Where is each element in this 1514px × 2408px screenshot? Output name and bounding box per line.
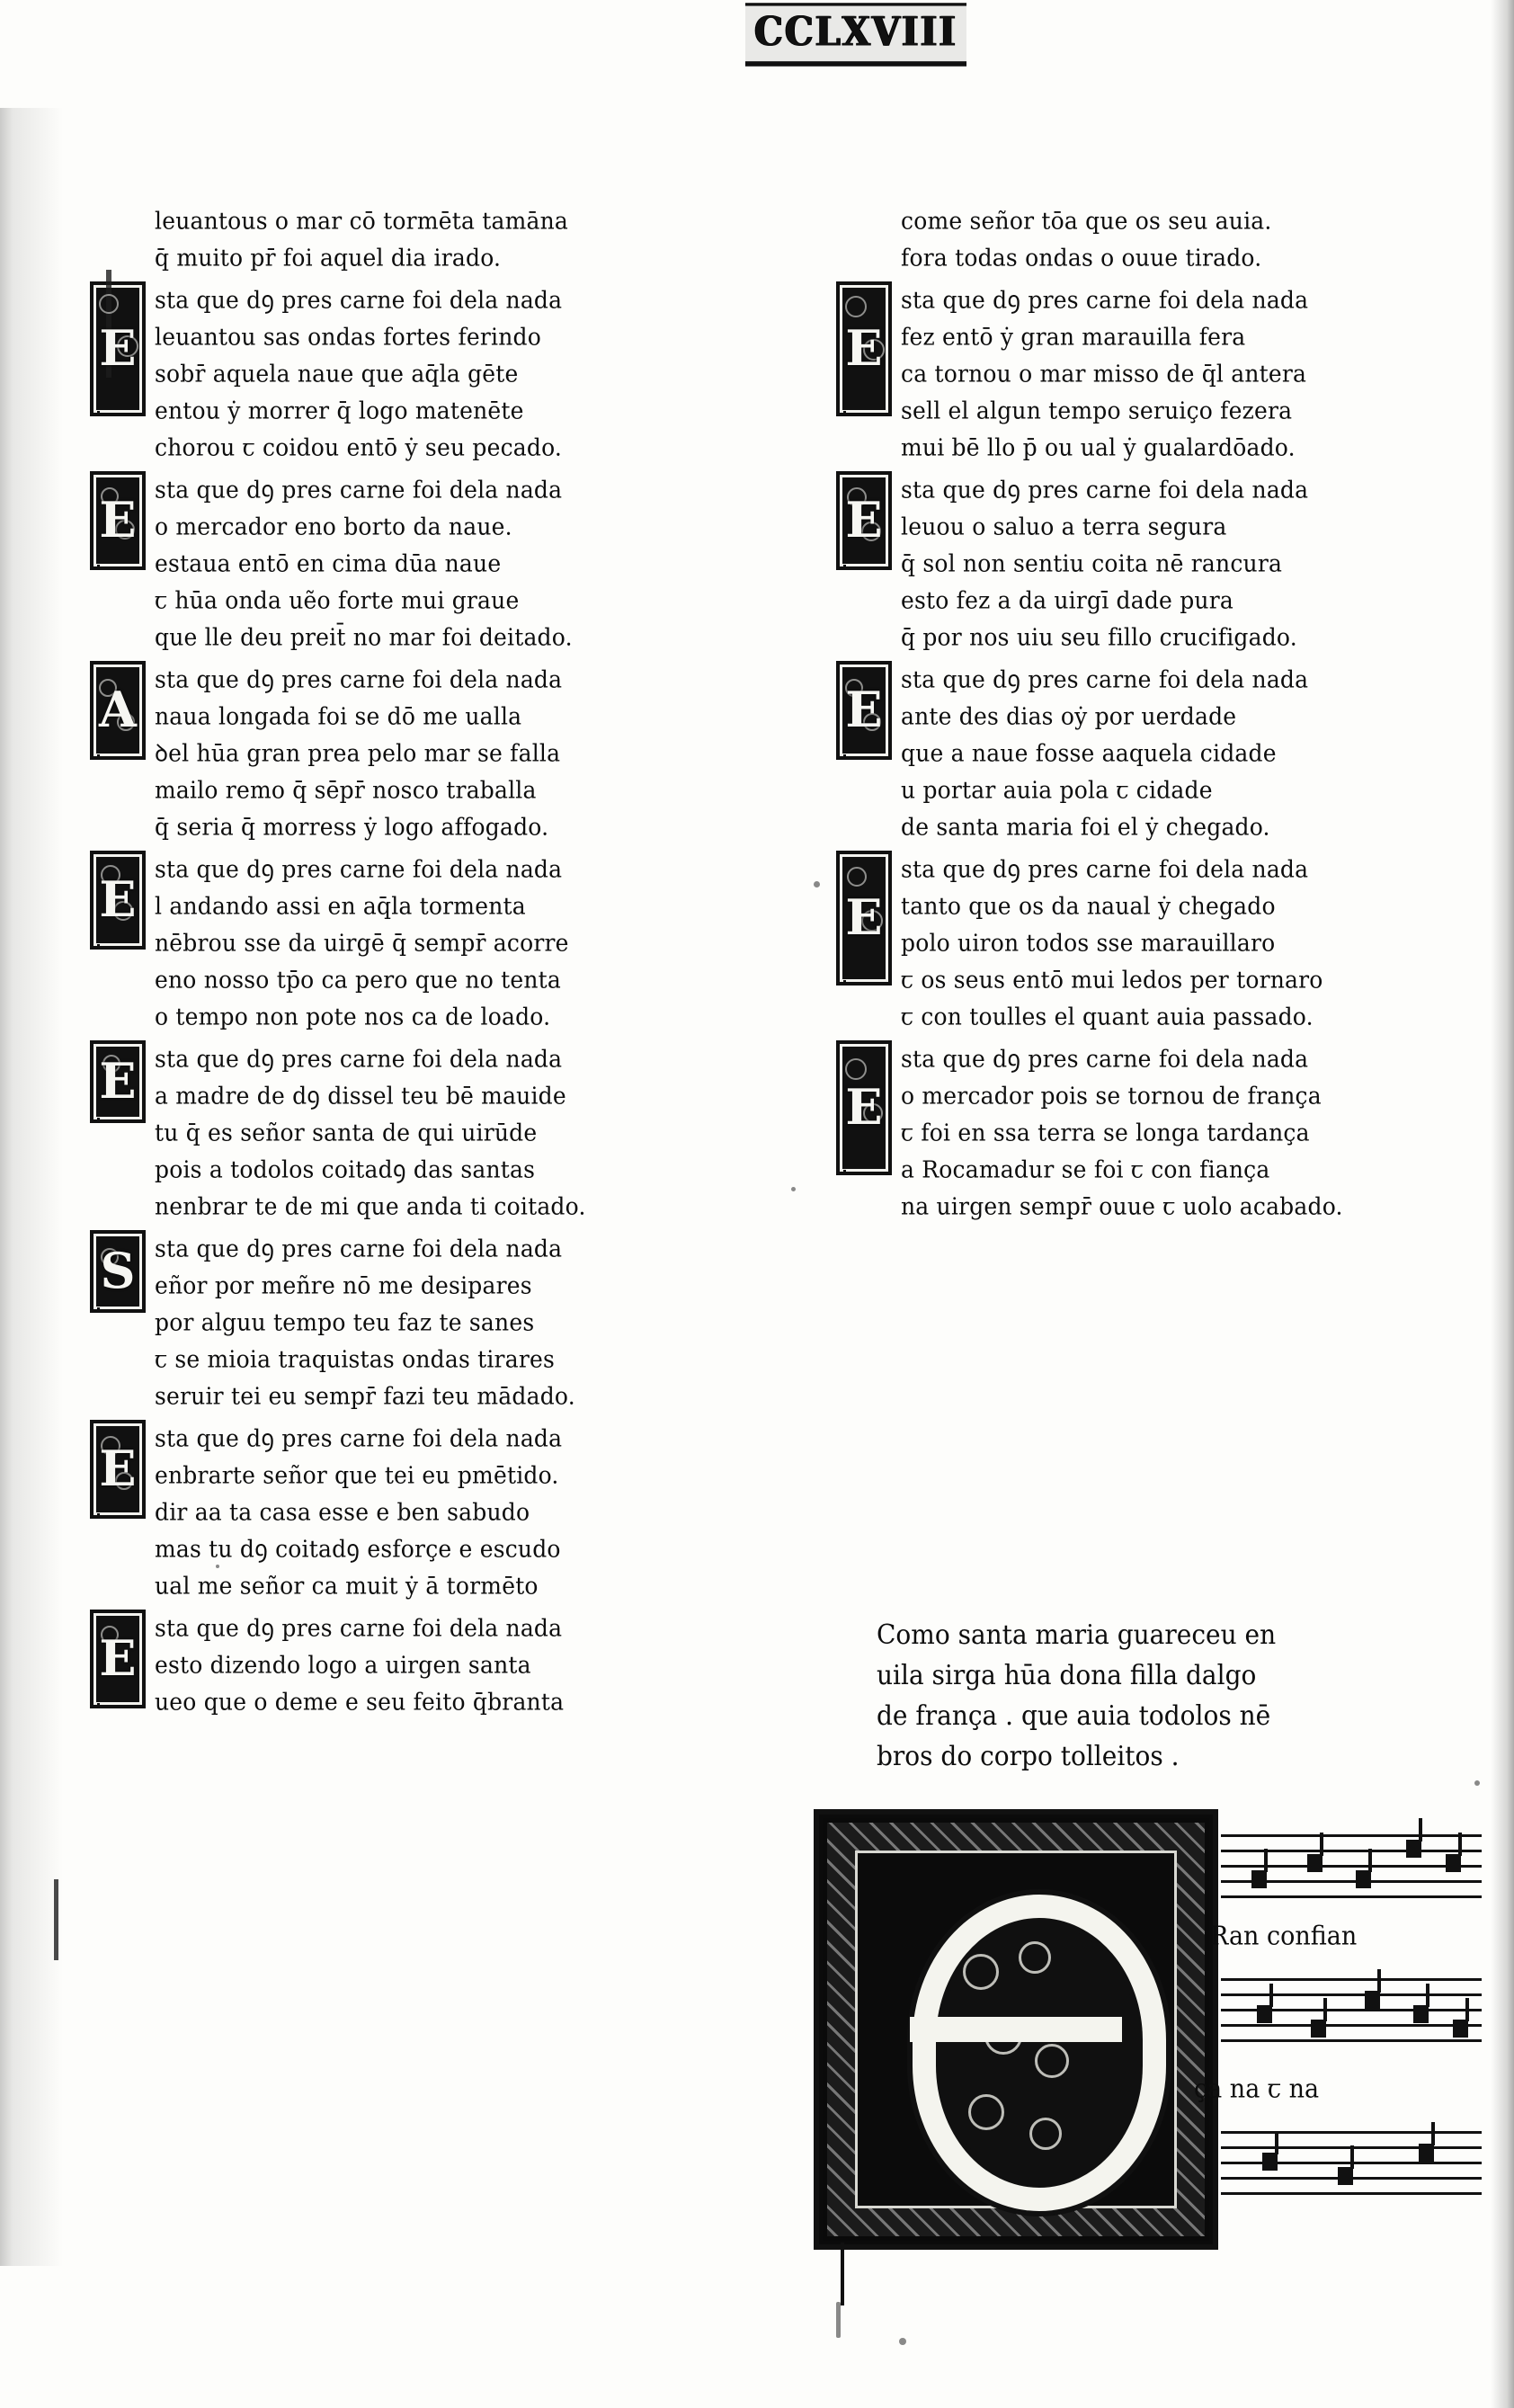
verse-line: mui bē llo p̄ ou ual ẏ gualardōado. — [901, 433, 1296, 461]
verse-line: sobr̄ aquela naue que aq̄la gēte — [155, 360, 519, 388]
verse-line: polo uiron todos sse marauillaro — [901, 929, 1276, 957]
note — [1453, 2020, 1468, 2038]
verse-line: sta que dꝯ pres carne foi dela nada — [155, 855, 563, 883]
drop-initial-letter: E — [99, 1440, 137, 1497]
verse-line: tanto que os da naual ẏ chegado — [901, 892, 1276, 920]
illuminated-letter-e — [913, 1895, 1166, 2211]
verse-line: sta que dꝯ pres carne foi dela nada — [901, 1045, 1309, 1073]
verse-line: pois a todolos coitadꝯ das santas — [155, 1155, 536, 1183]
verse-line: ꞇ foi en ssa terra se longa tardança — [901, 1119, 1310, 1146]
stanza — [836, 661, 1429, 845]
drop-initial-letter: E — [845, 319, 883, 377]
scan-edge-shadow-right — [1491, 0, 1514, 2408]
verse-line: come señor tōa que os seu auia. — [901, 207, 1272, 235]
stanza — [836, 471, 1429, 656]
verse-line: esto fez a da uirgī dade pura — [901, 586, 1233, 614]
illuminated-letter-crossbar — [910, 2017, 1122, 2042]
note — [1251, 1870, 1267, 1888]
verse-line: q̄ muito pr̄ foi aquel dia irado. — [155, 244, 502, 272]
stanza — [90, 471, 683, 656]
drop-initial-letter: E — [845, 888, 883, 946]
verse-line: a madre de dꝯ dissel teu bē mauide — [155, 1082, 566, 1110]
note — [1365, 1991, 1380, 2009]
stanza — [90, 1610, 683, 1720]
folio-number — [667, 7, 1045, 61]
verse-line: mailo remo q̄ sēpr̄ nosco traballa — [155, 776, 537, 804]
drop-initial-letter: E — [99, 1052, 137, 1110]
verse-line: leuantous o mar cō tormēta tamāna — [155, 207, 568, 235]
verse-line: sta que dꝯ pres carne foi dela nada — [901, 476, 1309, 504]
verse-line: sta que dꝯ pres carne foi dela nada — [155, 665, 563, 693]
note — [1419, 2144, 1434, 2162]
verse-line: sell el algun tempo seruiço fezera — [901, 397, 1293, 424]
verse-line: mas tu dꝯ coitadꝯ esforçe e escudo — [155, 1535, 561, 1563]
drop-initial — [90, 281, 146, 416]
verse-line: chorou ꞇ coidou entō ẏ seu pecado. — [155, 433, 563, 461]
drop-initial — [836, 471, 892, 570]
drop-initial — [90, 1420, 146, 1519]
margin-mark — [54, 1879, 58, 1960]
verse-line: dir aa ta casa esse e ben sabudo — [155, 1498, 530, 1526]
verse-line: q̄ sol non sentiu coita nē rancura — [901, 549, 1283, 577]
note — [1311, 2020, 1326, 2038]
verse-line: que lle deu preit̄ no mar foi deitado. — [155, 623, 573, 651]
drop-initial-letter: E — [99, 1629, 137, 1687]
verse-line: o mercador eno borto da naue. — [155, 513, 512, 540]
drop-initial — [836, 661, 892, 760]
verse-line: esto dizendo logo a uirgen santa — [155, 1651, 531, 1679]
stanza — [90, 202, 683, 276]
verse-line: sta que dꝯ pres carne foi dela nada — [155, 286, 563, 314]
drop-initial-letter: E — [99, 870, 137, 928]
verse-line: nēbrou sse da uirgē q̄ sempr̄ acorre — [155, 929, 569, 957]
verse-line: sta que dꝯ pres carne foi dela nada — [901, 286, 1309, 314]
rubric-line: bros do corpo tolleitos . — [877, 1739, 1180, 1772]
lyric-line: ça na ꞇ na — [1194, 2074, 1320, 2105]
drop-initial — [836, 1040, 892, 1175]
illumination-ground — [855, 1851, 1177, 2208]
stanza — [836, 281, 1429, 466]
stanza — [836, 1040, 1429, 1225]
drop-initial-letter: A — [99, 681, 137, 738]
rubric-line: uila sirga hūa dona filla dalgo — [877, 1658, 1257, 1691]
verse-line: estaua entō en cima dūa naue — [155, 549, 502, 577]
note — [1406, 1840, 1421, 1858]
rubric-heading — [877, 1614, 1429, 1776]
text-column-right — [836, 202, 1429, 1230]
folio-number-text: CCLXVIII — [745, 3, 966, 67]
verse-line: fez entō ẏ gran marauilla fera — [901, 323, 1246, 351]
note — [1262, 2153, 1278, 2171]
verse-line: nenbrar te de mi que anda ti coitado. — [155, 1192, 586, 1220]
illuminated-initial-block — [814, 1809, 1218, 2250]
drop-initial — [836, 851, 892, 985]
verse-line: sta que dꝯ pres carne foi dela nada — [155, 476, 563, 504]
staff — [1221, 1978, 1482, 2045]
verse-line: sta que dꝯ pres carne foi dela nada — [155, 1235, 563, 1262]
verse-line: tu q̄ es señor santa de qui uirūde — [155, 1119, 538, 1146]
stanza — [90, 281, 683, 466]
stanza — [90, 1040, 683, 1225]
verse-line: ꞇ hūa onda uẽo forte mui graue — [155, 586, 520, 614]
lyric-line: Ran confian — [1210, 1921, 1358, 1952]
verse-line: na uirgen sempr̄ ouue ꞇ uolo acabado. — [901, 1192, 1343, 1220]
drop-initial-letter: E — [845, 681, 883, 738]
verse-line: leuantou sas ondas fortes ferindo — [155, 323, 542, 351]
verse-line: sta que dꝯ pres carne foi dela nada — [155, 1424, 563, 1452]
verse-line: u portar auia pola ꞇ cidade — [901, 776, 1213, 804]
verse-line: ꞇ se mioia traquistas ondas tirares — [155, 1345, 555, 1373]
verse-line: ꝺel hūa gran prea pelo mar se falla — [155, 739, 561, 767]
rubric-line: de frança . que auia todolos nē — [877, 1699, 1271, 1732]
verse-line: por alguu tempo teu faz te sanes — [155, 1308, 535, 1336]
note — [1413, 2005, 1429, 2023]
verse-line: entou ẏ morrer q̄ logo matenēte — [155, 397, 524, 424]
drop-initial — [90, 851, 146, 950]
verse-line: sta que dꝯ pres carne foi dela nada — [901, 665, 1309, 693]
verse-line: l andando assi en aq̄la tormenta — [155, 892, 526, 920]
drop-initial — [90, 661, 146, 760]
verse-line: fora todas ondas o ouue tirado. — [901, 244, 1262, 272]
illumination-filigree-tail — [841, 2243, 844, 2305]
drop-initial-letter: E — [99, 491, 137, 548]
drop-initial — [90, 1040, 146, 1123]
drop-initial-letter: E — [845, 1078, 883, 1136]
verse-line: q̄ seria q̄ morress ẏ logo affogado. — [155, 813, 549, 841]
text-column-left — [90, 202, 683, 1726]
verse-line: que a naue fosse aaquela cidade — [901, 739, 1277, 767]
drop-initial — [90, 471, 146, 570]
verse-line: ante des dias oẏ por uerdade — [901, 702, 1237, 730]
stanza — [836, 851, 1429, 1035]
staff — [1221, 2131, 1482, 2198]
verse-line: ueo que o deme e seu feito q̄branta — [155, 1688, 565, 1716]
verse-line: ual me señor ca muit ẏ ā tormēto — [155, 1572, 539, 1600]
drop-initial — [836, 281, 892, 416]
stanza — [836, 202, 1429, 276]
staff — [1221, 1834, 1482, 1901]
verse-line: q̄ por nos uiu seu fillo crucifigado. — [901, 623, 1297, 651]
verse-line: naua longada foi se dō me ualla — [155, 702, 522, 730]
drop-initial-letter: E — [845, 491, 883, 548]
note — [1356, 1870, 1371, 1888]
verse-line: o tempo non pote nos ca de loado. — [155, 1003, 551, 1030]
verse-line: sta que dꝯ pres carne foi dela nada — [155, 1614, 563, 1642]
note — [1446, 1854, 1461, 1872]
verse-line: a Rocamadur se foi ꞇ con fiança — [901, 1155, 1270, 1183]
verse-line: ꞇ con toulles el quant auia passado. — [901, 1003, 1314, 1030]
verse-line: de santa maria foi el ẏ chegado. — [901, 813, 1270, 841]
stanza — [90, 1230, 683, 1414]
verse-line: ꞇ os seus entō mui ledos per tornaro — [901, 966, 1323, 994]
stanza — [90, 1420, 683, 1604]
stanza — [90, 661, 683, 845]
verse-line: sta que dꝯ pres carne foi dela nada — [155, 1045, 563, 1073]
rubric-line: Como santa maria guareceu en — [877, 1618, 1277, 1651]
verse-line: o mercador pois se tornou de frança — [901, 1082, 1322, 1110]
verse-line: eñor por meñre nō me desipares — [155, 1271, 532, 1299]
verse-line: sta que dꝯ pres carne foi dela nada — [901, 855, 1309, 883]
verse-line: leuou o saluo a terra segura — [901, 513, 1227, 540]
verse-line: ca tornou o mar misso de q̄l antera — [901, 360, 1307, 388]
verse-line: seruir tei eu sempr̄ fazi teu mādado. — [155, 1382, 575, 1410]
drop-initial-letter: E — [99, 319, 137, 377]
note — [1257, 2005, 1272, 2023]
verse-line: enbrarte señor que tei eu pmētido. — [155, 1461, 559, 1489]
note — [1307, 1854, 1323, 1872]
drop-initial-letter: S — [100, 1242, 136, 1299]
verse-line: eno nosso tp̄o ca pero que no tenta — [155, 966, 561, 994]
stanza — [90, 851, 683, 1035]
drop-initial — [90, 1230, 146, 1313]
drop-initial — [90, 1610, 146, 1708]
note — [1338, 2167, 1353, 2185]
music-notation — [1194, 1834, 1482, 2221]
